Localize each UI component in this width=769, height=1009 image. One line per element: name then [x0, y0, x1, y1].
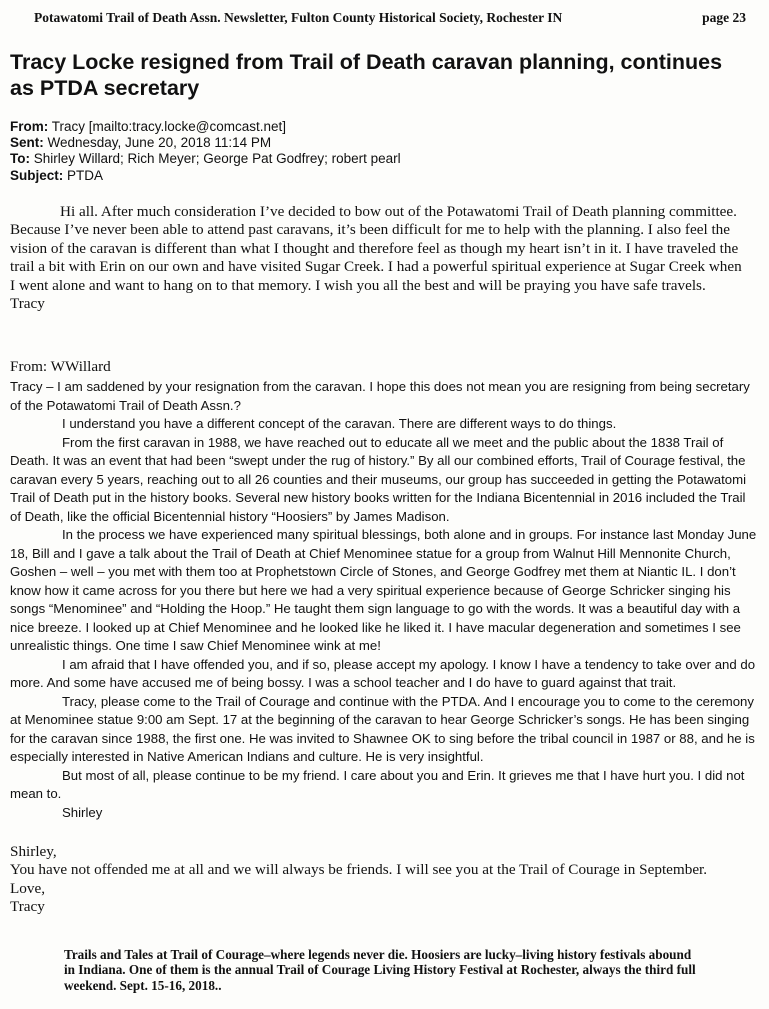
shirley-paragraph: But most of all, please continue to be my friend. I care about you and Erin. It grieves me that I have hurt you. I did not mean to. — [10, 767, 745, 801]
reply-signature: Tracy — [10, 898, 45, 916]
shirley-paragraph: I understand you have a different concept of the caravan. There are different ways to do things. — [62, 416, 617, 431]
email-subject-line: Subject: PTDA — [10, 167, 104, 183]
tracy-letter-body: Hi all. After much consideration I’ve decided to bow out of the Potawatomi Trail of Death planning committee. Because I’ve never been able to attend past caravans, it’s been difficult for me to help with the planning. I also feel the vision of the caravan is different than what I thought and therefore feel as though my heart isn’t in it. I have traveled the trail a bit with Erin on our own and have visited Sugar Creek. I had a powerful spiritual experience at Sugar Creek when I went alone and want to hang on to that memory. I wish you all the best and will be praying you have safe travels. — [10, 203, 742, 294]
email-header — [10, 119, 750, 184]
shirley-from-line: From: WWillard — [10, 358, 111, 375]
reply-closing: Love, — [10, 879, 46, 897]
page-number: page 23 — [702, 10, 746, 25]
tracy-letter-signature: Tracy — [10, 295, 45, 313]
shirley-paragraph: Tracy, please come to the Trail of Courage and continue with the PTDA. And I encourage you to come to the ceremony at Menominee statue 9:00 am Sept. 17 at the beginning of the caravan to hear George Schricker’s songs. He has been singing for the caravan since 1988, the first one. He was invited to Shawnee OK to sing before the tribal council in 1987 or 88, and he is especially interested in Native American Indians and culture. He is very insightful. — [10, 693, 755, 764]
email-sent-line: Sent: Wednesday, June 20, 2018 11:14 PM — [10, 135, 272, 151]
shirley-paragraph: I am afraid that I have offended you, and if so, please accept my apology. I know I have a tendency to take over and do more. And some have accused me of being bossy. I was a school teacher and I do have to guard against that trait. — [10, 656, 756, 690]
festival-footer-note: Trails and Tales at Trail of Courage–where legends never die. Hoosiers are lucky–living history festivals abound in Indiana. One of them is the annual Trail of Courage Living History Festival at Rochester, always the third full weekend. Sept. 15-16, 2018.. — [64, 947, 696, 993]
tracy-reply — [10, 843, 750, 917]
reply-greeting: Shirley, — [10, 843, 57, 860]
newsletter-name: Potawatomi Trail of Death Assn. Newsletter, Fulton County Historical Society, Rochester IN — [34, 10, 563, 25]
shirley-paragraph: In the process we have experienced many spiritual blessings, both alone and in groups. For instance last Monday June 18, Bill and I gave a talk about the Trail of Death at Chief Menominee statue for a group from Walnut Hill Mennonite Church, Goshen – well – you met with them too at Prophetstown Circle of Stones, and George Godfrey met them at Niantic IL. I don’t know how it came across for you there but here we had a very spiritual experience because of George Schricker singing his songs “Menominee” and “Holding the Hoop.” He taught them sign language to go with the words. It was a beautiful day with a nice breeze. I looked up at Chief Menominee and he looked like he liked it. I have macular degeneration and sometimes I see unrealistic things. One time I saw Chief Menominee wink at me! — [10, 527, 757, 653]
email-from-line: From: Tracy [mailto:tracy.locke@comcast.net] — [10, 119, 287, 134]
reply-body: You have not offended me at all and we will always be friends. I will see you at the Trail of Courage in September. — [10, 861, 708, 879]
shirley-letter — [10, 378, 758, 822]
shirley-paragraph: Tracy – I am saddened by your resignation from the caravan. I hope this does not mean you are resigning from being secretary of the Potawatomi Trail of Death Assn.? — [10, 379, 750, 413]
article-title: Tracy Locke resigned from Trail of Death caravan planning, continues as PTDA secretary — [10, 50, 723, 100]
shirley-signature: Shirley — [62, 804, 103, 820]
email-to-line: To: Shirley Willard; Rich Meyer; George Pat Godfrey; robert pearl — [10, 151, 401, 167]
tracy-resignation-letter — [10, 203, 750, 313]
shirley-paragraph: From the first caravan in 1988, we have reached out to educate all we meet and the public about the 1838 Trail of Death. It was an event that had been “swept under the rug of history.” By all our combined efforts, Trail of Courage festival, the caravan every 5 years, reaching out to all 26 counties and their museums, our group has succeeded in getting the Potawatomi Trail of Death put in the history books. Several new history books written for the Indiana Bicentennial in 2016 included the Trail of Death, like the official Bicentennial history “Hoosiers” by James Madison. — [10, 434, 746, 524]
newsletter-header — [34, 10, 746, 26]
